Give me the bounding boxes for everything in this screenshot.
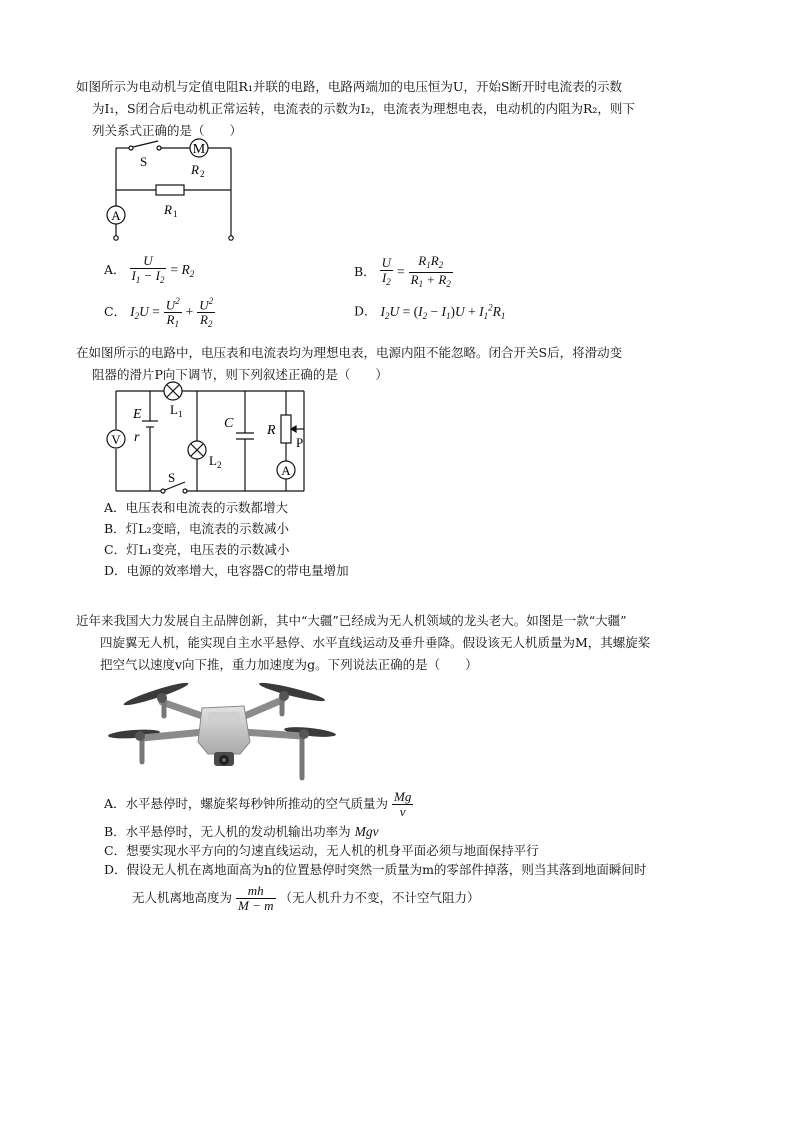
q8-option-c[interactable]: C． $I_2U$ = $\frac{U^2}{R_1}$ + $\frac{U^2}{R_2}$	[104, 296, 214, 330]
q10-line3: 把空气以速度v向下推，重力加速度为g。下列说法正确的是（ ）	[100, 657, 478, 672]
q10-option-a[interactable]: A．水平悬停时，螺旋桨每秒钟所推动的空气质量为 $\frac{Mg}{v}$	[104, 789, 412, 819]
q8-line1: 如图所示为电动机与定值电阻R₁并联的电路，电路两端加的电压恒为U，开始S断开时电流表的示数	[76, 79, 623, 94]
q10-option-d[interactable]: D．假设无人机在离地面高为h的位置悬停时突然一质量为m的零部件掉落，则当其落到地面瞬间时	[104, 862, 647, 877]
q9-rheostat-label: R	[267, 423, 276, 438]
q9-r-label: r	[134, 430, 140, 445]
q9-l2-label: L	[209, 453, 217, 468]
q8-option-a-fraction: $\frac{U}{I_1 - I_2}$	[131, 253, 165, 285]
q9-option-d[interactable]: D．电源的效率增大，电容器C的带电量增加	[104, 563, 349, 578]
question-8	[76, 76, 716, 142]
q9-option-a[interactable]: A．电压表和电流表的示数都增大	[104, 500, 289, 515]
q9-l2-sub: 2	[217, 460, 222, 470]
q10-option-d-line2: 无人机离地高度为 $\frac{mh}{M - m}$ （无人机升力不变，不计空气阻力）	[132, 883, 480, 913]
q9-capacitor-label: C	[224, 416, 234, 431]
q8-option-c-fraction-1: $\frac{U^2}{R_1}$	[165, 296, 180, 330]
q9-voltmeter-label: V	[111, 432, 121, 447]
q8-line3: 列关系式正确的是（ ）	[92, 123, 243, 138]
q8-r2-label: R	[191, 162, 199, 177]
q8-r1-sub: 1	[173, 209, 178, 219]
q8-option-b-fraction-right: $\frac{R_1R_2}{R_1 + R_2}$	[410, 253, 451, 289]
q9-emf-label: E	[133, 407, 142, 422]
q8-ammeter-label: A	[111, 208, 121, 223]
q9-slider-label: P	[296, 435, 304, 450]
q10-option-d-fraction: $\frac{mh}{M - m}$	[238, 883, 274, 913]
q8-r1-label: R	[164, 202, 172, 217]
q9-circuit-diagram	[100, 381, 312, 499]
q8-option-b[interactable]: B． $\frac{U}{I_2}$ = $\frac{R_1R_2}{R_1 + R_2}$	[354, 253, 451, 289]
q8-option-c-fraction-2: $\frac{U^2}{R_2}$	[199, 296, 214, 330]
question-10	[76, 610, 716, 676]
q8-line2: 为I₁，S闭合后电动机正常运转，电流表的示数为I₂，电流表为理想电表，电动机的内阻为R₂，则下	[92, 101, 635, 116]
q8-motor-label: M	[192, 142, 206, 157]
question-9	[76, 342, 716, 386]
q9-switch-label: S	[168, 470, 176, 485]
q8-option-d[interactable]: D． $I_2U = (I_2 - I_1)U + I_1^2R_1$	[354, 302, 506, 321]
q9-ammeter-label: A	[281, 463, 291, 478]
q9-l1-label: L	[170, 402, 178, 417]
q8-switch-label: S	[140, 154, 148, 169]
q10-line1: 近年来我国大力发展自主品牌创新，其中“大疆”已经成为无人机领域的龙头老大。如图是一款“大疆”	[76, 613, 627, 628]
q8-r2-sub: 2	[200, 169, 205, 179]
q10-option-c[interactable]: C．想要实现水平方向的匀速直线运动，无人机的机身平面必须与地面保持平行	[104, 843, 539, 858]
q8-option-a[interactable]: A． $\frac{U}{I_1 - I_2}$ = $R_2$	[104, 253, 195, 285]
q8-option-b-fraction-left: $\frac{U}{I_2}$	[381, 255, 392, 287]
drone-image	[104, 672, 342, 784]
q9-option-c[interactable]: C．灯L₁变亮，电压表的示数减小	[104, 542, 290, 557]
q8-circuit-diagram	[100, 134, 250, 246]
q9-line2: 阻器的滑片P向下调节，则下列叙述正确的是（ ）	[92, 367, 388, 382]
q10-option-b[interactable]: B．水平悬停时，无人机的发动机输出功率为 Mgv	[104, 824, 379, 839]
q9-l1-sub: 1	[178, 409, 183, 419]
q10-line2: 四旋翼无人机，能实现自主水平悬停、水平直线运动及垂升垂降。假设该无人机质量为M，其螺旋桨	[100, 635, 651, 650]
q9-line1: 在如图所示的电路中，电压表和电流表均为理想电表，电源内阻不能忽略。闭合开关S后，将滑动变	[76, 345, 623, 360]
q10-option-a-fraction: $\frac{Mg}{v}$	[394, 789, 412, 819]
q9-option-b[interactable]: B．灯L₂变暗，电流表的示数减小	[104, 521, 289, 536]
